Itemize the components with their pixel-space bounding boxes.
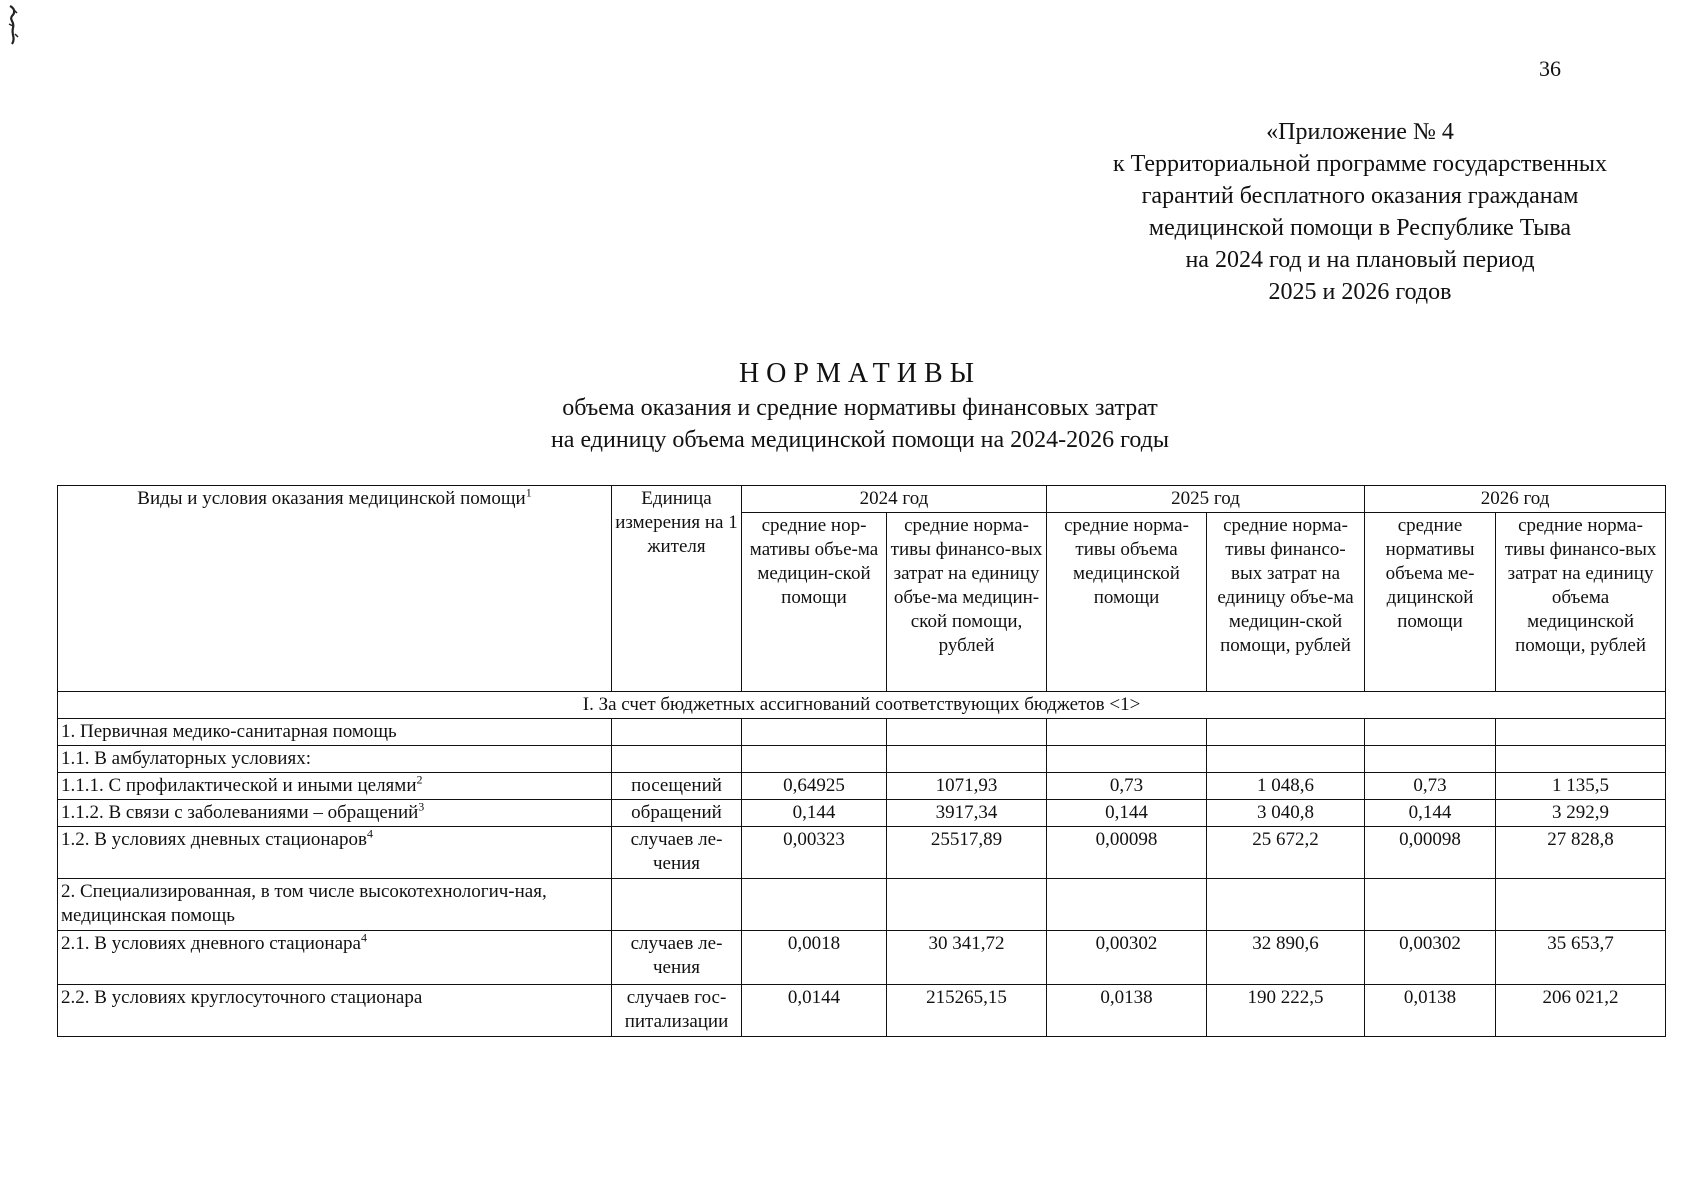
title-subtitle-2: на единицу объема медицинской помощи на 2024-2026 годы [550,427,1170,453]
appendix-line: медицинской помощи в Республике Тыва [1148,215,1572,241]
row-name: 1.2. В условиях дневных стационаров$^4$ [58,827,612,879]
row-value: 215265,15 [887,985,1047,1037]
row-value: 35 653,7 [1496,931,1666,985]
page-number: 36 [1539,56,1561,81]
row-value: 1 048,6 [1207,773,1365,800]
row-value [887,746,1047,773]
subheader-cell: средние нормативы объема ме-дицинской помощи [1365,513,1496,692]
header-type: Виды и условия оказания медицинской помощи$^1$ [58,486,612,692]
row-value: 0,144 [1047,800,1207,827]
row-name: 1.1. В амбулаторных условиях: [58,746,612,773]
appendix-line: «Приложение № 4 [1266,119,1454,145]
row-value: 3917,34 [887,800,1047,827]
row-value: 3 292,9 [1496,800,1666,827]
subheader-cell: средние норма-тивы объема медицинской помощи [1047,513,1207,692]
row-value [1365,719,1496,746]
appendix-header [1040,116,1680,308]
row-value [887,719,1047,746]
table-row [58,879,1666,931]
row-value: 0,0138 [1047,985,1207,1037]
row-value [742,746,887,773]
row-value: 0,73 [1047,773,1207,800]
document-title [0,356,1697,456]
row-value: 30 341,72 [887,931,1047,985]
row-value: 25517,89 [887,827,1047,879]
row-value: 3 040,8 [1207,800,1365,827]
row-value [1365,879,1496,931]
appendix-line: к Территориальной программе государственных [1112,151,1608,177]
row-unit: случаев гос-питализации [612,985,742,1037]
row-unit [612,746,742,773]
table-row [58,746,1666,773]
row-value: 1 135,5 [1496,773,1666,800]
row-value: 0,00098 [1365,827,1496,879]
row-name: 2.2. В условиях круглосуточного стационара [58,985,612,1037]
row-value: 0,144 [1365,800,1496,827]
row-value: 0,64925 [742,773,887,800]
row-value [1047,746,1207,773]
row-name: 2.1. В условиях дневного стационара$^4$ [58,931,612,985]
row-value: 0,00302 [1365,931,1496,985]
row-value: 1071,93 [887,773,1047,800]
row-value [1047,879,1207,931]
row-name: 2. Специализированная, в том числе высокотехнологич-ная, медицинская помощь [58,879,612,931]
row-value [742,719,887,746]
row-unit: случаев ле-чения [612,827,742,879]
subheader-cell: средние норма-тивы финансо-вых затрат на единицу объе-ма медицин-ской помощи, рублей [887,513,1047,692]
row-value [742,879,887,931]
appendix-line: гарантий бесплатного оказания гражданам [1141,183,1579,209]
row-value: 25 672,2 [1207,827,1365,879]
row-value: 0,144 [742,800,887,827]
row-name: 1.1.1. С профилактической и иными целями$^2$ [58,773,612,800]
section-header: I. За счет бюджетных ассигнований соответствующих бюджетов <1> [58,692,1666,719]
row-value: 0,73 [1365,773,1496,800]
row-value: 27 828,8 [1496,827,1666,879]
table-row [58,931,1666,985]
table-row [58,985,1666,1037]
row-value [1496,746,1666,773]
row-unit [612,719,742,746]
row-value: 0,00302 [1047,931,1207,985]
row-value: 0,00098 [1047,827,1207,879]
header-year-2026: 2026 год [1365,486,1666,513]
row-value: 32 890,6 [1207,931,1365,985]
title-subtitle-1: объема оказания и средние нормативы финансовых затрат [562,395,1158,421]
row-value [1207,746,1365,773]
row-value: 190 222,5 [1207,985,1365,1037]
row-value [1496,879,1666,931]
row-unit: посещений [612,773,742,800]
table-row [58,773,1666,800]
title-main: НОРМАТИВЫ [738,358,982,389]
table-row [58,827,1666,879]
row-value [1496,719,1666,746]
row-unit: обращений [612,800,742,827]
subheader-cell: средние нор-мативы объе-ма медицин-ской помощи [742,513,887,692]
row-value: 0,0144 [742,985,887,1037]
row-value [1207,879,1365,931]
appendix-line: 2025 и 2026 годов [1268,279,1452,305]
row-value: 0,00323 [742,827,887,879]
row-value: 0,0138 [1365,985,1496,1037]
subheader-cell: средние норма-тивы финансо-вых затрат на единицу объе-ма медицин-ской помощи, рублей [1207,513,1365,692]
header-unit: Единица измерения на 1 жителя [612,486,742,692]
row-value: 206 021,2 [1496,985,1666,1037]
row-value [1365,746,1496,773]
row-name: 1. Первичная медико-санитарная помощь [58,719,612,746]
handwritten-mark-icon [6,4,20,48]
row-value: 0,0018 [742,931,887,985]
subheader-cell: средние норма-тивы финансо-вых затрат на единицу объема медицинской помощи, рублей [1496,513,1666,692]
header-year-2024: 2024 год [742,486,1047,513]
table-row [58,800,1666,827]
row-name: 1.1.2. В связи с заболеваниями – обращений$^3$ [58,800,612,827]
row-value [887,879,1047,931]
row-unit [612,879,742,931]
appendix-line: на 2024 год и на плановый период [1185,247,1535,273]
row-value [1047,719,1207,746]
table-row [58,719,1666,746]
row-unit: случаев ле-чения [612,931,742,985]
row-value [1207,719,1365,746]
header-year-2025: 2025 год [1047,486,1365,513]
normatives-table [57,485,1666,1037]
